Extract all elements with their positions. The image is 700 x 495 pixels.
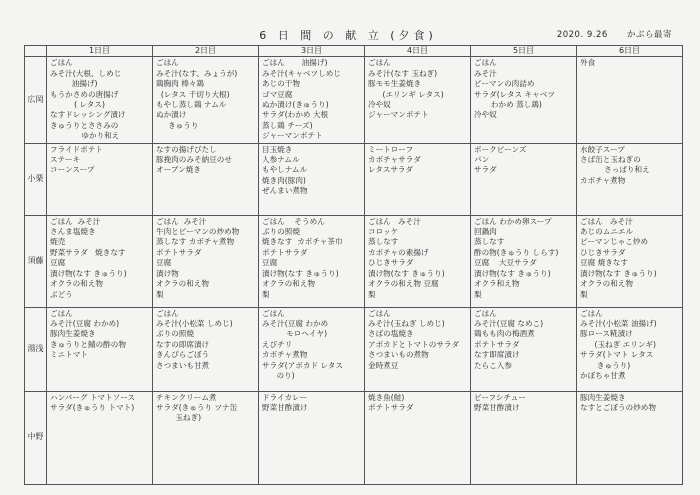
menu-cell bbox=[471, 307, 577, 391]
dish-line: 梨 bbox=[474, 289, 482, 299]
dish-line: 漬け物(なす きゅうり) bbox=[50, 268, 127, 278]
dish-line: みそ汁(玉ねぎ しめじ) bbox=[368, 319, 445, 329]
dish-line: 蒸し鶏 チーズ) bbox=[262, 120, 313, 130]
dish-line: ごはん わかめ卵スープ bbox=[474, 216, 552, 226]
dish-line: (レタス 千切り大根) bbox=[156, 89, 230, 99]
location-name: 広岡 bbox=[25, 57, 47, 143]
dish-line: さつまいもの煮物 bbox=[368, 350, 429, 360]
dish-line: パン bbox=[474, 155, 490, 165]
menu-cell bbox=[153, 57, 259, 143]
dish-line: 豆腐 bbox=[50, 258, 66, 268]
dish-line: ごはん bbox=[474, 308, 497, 318]
dish-line: ごはん bbox=[368, 58, 391, 68]
dish-line: ハンバーグ トマトソース bbox=[50, 392, 136, 402]
dish-line: コーンスープ bbox=[50, 165, 95, 175]
dish-line: サラダ(きゅうり ツナ缶 bbox=[156, 403, 238, 413]
dish-line: フライドポテト bbox=[50, 144, 103, 154]
dish-line: 回鍋肉 bbox=[474, 227, 497, 237]
dish-line: オーブン焼き bbox=[156, 165, 201, 175]
dish-line: みそ汁(大根、しめじ bbox=[50, 68, 122, 78]
dish-line: ポークビーンズ bbox=[474, 144, 527, 154]
dish-line: さつまいも甘煮 bbox=[156, 360, 210, 370]
day-header-row bbox=[25, 46, 683, 57]
menu-cell bbox=[471, 57, 577, 143]
dish-line: みそ汁(豆腐 わかめ) bbox=[50, 319, 120, 329]
menu-cell bbox=[577, 307, 683, 391]
dish-line: ひじきサラダ bbox=[368, 258, 414, 268]
dish-line: ポテトサラダ bbox=[262, 247, 308, 257]
dish-line: ごはん bbox=[156, 308, 179, 318]
dish-line: 外食 bbox=[580, 58, 596, 68]
dish-line: みそ汁(なす 玉ねぎ) bbox=[368, 68, 438, 78]
dish-line: ぜんまい煮物 bbox=[262, 186, 308, 196]
dish-line: きゅうりと鯖の酢の物 bbox=[50, 339, 126, 349]
document-title: 6 日 間 の 献 立 (夕食) bbox=[259, 29, 437, 42]
dish-line: みそ汁(なす、みょうが) bbox=[156, 68, 238, 78]
dish-line: 梨 bbox=[580, 289, 588, 299]
dish-line: オクラ和え物 bbox=[474, 279, 520, 289]
dish-line: ぬか漬け(きゅうり) bbox=[262, 100, 329, 110]
dish-line: サラダ(アボカド レタス bbox=[262, 360, 343, 370]
dish-line: もやし蒸し鶏 ナムル bbox=[156, 100, 227, 110]
document-meta bbox=[541, 28, 672, 40]
document-author: かぶら最寄 bbox=[626, 30, 672, 40]
dish-line: ジャーマンポテト bbox=[262, 131, 323, 141]
dish-line: あじの干物 bbox=[262, 79, 300, 89]
dish-line: ゴマ豆腐 bbox=[262, 89, 293, 99]
menu-table bbox=[24, 45, 683, 485]
menu-cell bbox=[365, 307, 471, 391]
dish-line: きゅうり) bbox=[580, 360, 631, 370]
dish-line: ぶどう bbox=[50, 289, 73, 299]
dish-line: カボチャサラダ bbox=[368, 155, 421, 165]
location-name: 小栗 bbox=[25, 143, 47, 215]
dish-line: ドライカレー bbox=[262, 392, 308, 402]
dish-line: ピーマンの肉詰め bbox=[474, 79, 535, 89]
dish-line: 焼き魚(鮭) bbox=[368, 392, 405, 402]
menu-cell bbox=[471, 391, 577, 484]
dish-line: ポテトサラダ bbox=[368, 403, 414, 413]
dish-line: ごはん bbox=[262, 308, 285, 318]
dish-line: コロッケ bbox=[368, 227, 399, 237]
dish-line: 野菜甘酢漬け bbox=[474, 403, 520, 413]
dish-line: あじのムニエル bbox=[580, 227, 634, 237]
location-row bbox=[25, 307, 683, 391]
menu-cell bbox=[365, 215, 471, 307]
location-name: 中野 bbox=[25, 391, 47, 484]
dish-line: えびチリ bbox=[262, 339, 293, 349]
dish-line: 豚モモ生姜焼き bbox=[368, 79, 422, 89]
dish-line: オクラの和え物 豆腐 bbox=[368, 279, 439, 289]
dish-line: みそ汁(小松菜 しめじ) bbox=[156, 319, 233, 329]
dish-line: わかめ 蒸し鶏) bbox=[474, 100, 542, 110]
dish-line: ごはん bbox=[580, 308, 603, 318]
dish-line: ごはん bbox=[368, 308, 391, 318]
dish-line: サラダ(レタス キャベツ bbox=[474, 89, 555, 99]
dish-line: 金時煮豆 bbox=[368, 360, 399, 370]
menu-cell bbox=[47, 307, 153, 391]
dish-line: 蒸しなす bbox=[368, 237, 399, 247]
location-name: 須藤 bbox=[25, 215, 47, 307]
dish-line: 蒸しなす bbox=[474, 237, 505, 247]
day-header: 2日目 bbox=[153, 46, 259, 57]
dish-line: サラダ(きゅうり トマト) bbox=[50, 403, 135, 413]
dish-line: ステーキ bbox=[50, 155, 81, 165]
dish-line: オクラの和え物 bbox=[262, 279, 316, 289]
day-header: 3日目 bbox=[259, 46, 365, 57]
dish-line: なすの揚げびたし bbox=[156, 144, 217, 154]
menu-cell bbox=[47, 391, 153, 484]
menu-cell bbox=[153, 143, 259, 215]
dish-line: ポテトサラダ bbox=[156, 247, 202, 257]
dish-line: 梨 bbox=[368, 289, 376, 299]
dish-line: 冷や奴 bbox=[368, 100, 391, 110]
dish-line: さんま塩焼き bbox=[50, 227, 96, 237]
location-row bbox=[25, 57, 683, 143]
dish-line: ビーフシチュー bbox=[474, 392, 526, 402]
dish-line: アボカドとトマトのサラダ bbox=[368, 339, 460, 349]
dish-line: きゅうり bbox=[156, 120, 199, 130]
dish-line: 蒸しなす カボチャ煮物 bbox=[156, 237, 235, 247]
location-row bbox=[25, 143, 683, 215]
dish-line: 豆腐 焼きなす bbox=[580, 258, 628, 268]
dish-line: 玉ねぎ) bbox=[156, 413, 202, 423]
dish-line: 漬け物(なす きゅうり) bbox=[474, 268, 551, 278]
dish-line: みそ汁(豆腐 なめこ) bbox=[474, 319, 544, 329]
dish-line: ごはん みそ汁 bbox=[156, 216, 207, 226]
dish-line: (玉ねぎ エリンギ) bbox=[580, 339, 656, 349]
dish-line: 梨 bbox=[156, 289, 164, 299]
dish-line: ぶりの照焼 bbox=[262, 227, 300, 237]
dish-line: カボチャの素揚げ bbox=[368, 247, 429, 257]
dish-line: みそ汁(小松菜 油揚げ) bbox=[580, 319, 657, 329]
dish-line: 焼き肉(豚肉) bbox=[262, 175, 306, 185]
dish-line: 漬け物 bbox=[156, 268, 179, 278]
menu-cell bbox=[259, 57, 365, 143]
dish-line: 豆腐 大豆サラダ bbox=[474, 258, 537, 268]
dish-line: なすの即席漬け bbox=[156, 339, 210, 349]
dish-line: ごはん bbox=[474, 58, 497, 68]
dish-line: きんぴらごぼう bbox=[156, 350, 210, 360]
dish-line: 漬け物(なす きゅうり) bbox=[262, 268, 339, 278]
dish-line: 冷や奴 bbox=[474, 110, 497, 120]
dish-line: サラダ(トマト レタス bbox=[580, 350, 654, 360]
dish-line: 焼売 bbox=[50, 237, 66, 247]
day-header: 4日目 bbox=[365, 46, 471, 57]
dish-line: きゅうりとささみの bbox=[50, 120, 119, 130]
dish-line: 油揚げ) bbox=[50, 79, 98, 89]
dish-line: もやしナムル bbox=[262, 165, 308, 175]
dish-line: さば缶と玉ねぎの bbox=[580, 155, 641, 165]
dish-line: ごはん みそ汁 bbox=[50, 216, 101, 226]
dish-line: 野菜甘酢漬け bbox=[262, 403, 308, 413]
dish-line: 漬け物(なす きゅうり) bbox=[580, 268, 657, 278]
menu-cell bbox=[259, 143, 365, 215]
dish-line: ごはん みそ汁 bbox=[368, 216, 421, 226]
day-header: 6日目 bbox=[577, 46, 683, 57]
menu-cell bbox=[577, 57, 683, 143]
dish-line: モロヘイヤ) bbox=[262, 329, 328, 339]
menu-cell bbox=[47, 143, 153, 215]
menu-cell bbox=[259, 215, 365, 307]
dish-line: ジャーマンポテト bbox=[368, 110, 429, 120]
menu-cell bbox=[153, 391, 259, 484]
dish-line: 酢の物(きゅうり しらす) bbox=[474, 247, 559, 257]
menu-cell bbox=[259, 391, 365, 484]
dish-line: オクラの和え物 bbox=[580, 279, 634, 289]
dish-line: ごはん bbox=[50, 308, 73, 318]
dish-line: ピーマンじゃこ炒め bbox=[580, 237, 649, 247]
dish-line: ぬか漬け bbox=[156, 110, 187, 120]
dish-line: カボチャ煮物 bbox=[580, 175, 626, 185]
dish-line: オクラの和え物 bbox=[50, 279, 104, 289]
dish-line: ぶりの照焼 bbox=[156, 329, 194, 339]
dish-line: さばの塩焼き bbox=[368, 329, 414, 339]
dish-line: ごはん bbox=[156, 58, 179, 68]
menu-cell bbox=[577, 143, 683, 215]
menu-cell bbox=[47, 215, 153, 307]
menu-cell bbox=[153, 307, 259, 391]
dish-line: 豚肉生姜焼き bbox=[50, 329, 96, 339]
dish-line: なすドレッシング漬け bbox=[50, 110, 126, 120]
dish-line: 梨 bbox=[262, 289, 270, 299]
location-row bbox=[25, 391, 683, 484]
dish-line: 豆腐 bbox=[156, 258, 172, 268]
menu-cell bbox=[471, 143, 577, 215]
document-date: 2020. 9.26 bbox=[556, 30, 608, 40]
day-header: 1日目 bbox=[47, 46, 153, 57]
menu-cell bbox=[153, 215, 259, 307]
dish-line: さっぱり和え bbox=[580, 165, 650, 175]
dish-line: ごはん bbox=[50, 58, 73, 68]
dish-line: 野菜サラダ 焼きなす bbox=[50, 247, 126, 257]
dish-line: 目玉焼き bbox=[262, 144, 293, 154]
dish-line: 豚肉生姜焼き bbox=[580, 392, 626, 402]
dish-line: なすとごぼうの炒め物 bbox=[580, 403, 656, 413]
dish-line: 焼きなす カボチャ茶巾 bbox=[262, 237, 343, 247]
dish-line: オクラの和え物 bbox=[156, 279, 210, 289]
dish-line: レタスサラダ bbox=[368, 165, 414, 175]
dish-line: みそ汁 bbox=[474, 68, 497, 78]
menu-cell bbox=[365, 57, 471, 143]
dish-line: ポテトサラダ bbox=[474, 339, 520, 349]
dish-line: ( レタス) bbox=[50, 100, 105, 110]
dish-line: カボチャ煮物 bbox=[262, 350, 308, 360]
dish-line: ごはん みそ汁 bbox=[580, 216, 633, 226]
dish-line: 豆腐 bbox=[262, 258, 278, 268]
dish-line: サラダ bbox=[474, 165, 497, 175]
menu-cell bbox=[259, 307, 365, 391]
dish-line: みそ汁(キャベツしめじ bbox=[262, 68, 341, 78]
menu-cell bbox=[577, 215, 683, 307]
dish-line: 水餃子スープ bbox=[580, 144, 625, 154]
dish-line: サラダ(わかめ 大根 bbox=[262, 110, 329, 120]
location-name: 湯浅 bbox=[25, 307, 47, 391]
dish-line: ひじきサラダ bbox=[580, 247, 626, 257]
dish-line: チキンクリーム煮 bbox=[156, 392, 217, 402]
dish-line: みそ汁(豆腐 わかめ bbox=[262, 319, 329, 329]
dish-line: ごはん 油揚げ) bbox=[262, 58, 328, 68]
dish-line: ミートローフ bbox=[368, 144, 414, 154]
dish-line: 鶏胸肉 棒々鶏 bbox=[156, 79, 204, 89]
menu-body bbox=[25, 57, 683, 484]
menu-cell bbox=[365, 391, 471, 484]
dish-line: 漬け物(なす きゅうり) bbox=[368, 268, 445, 278]
dish-line: 人参ナムル bbox=[262, 155, 300, 165]
dish-line: ミニトマト bbox=[50, 350, 88, 360]
dish-line: 豚ロース糀漬け bbox=[580, 329, 633, 339]
dish-line: 鶏もも肉の梅酒煮 bbox=[474, 329, 535, 339]
dish-line: ゆかり和え bbox=[50, 131, 120, 141]
location-row bbox=[25, 215, 683, 307]
dish-line: (エリンギ レタス) bbox=[368, 89, 444, 99]
dish-line: のり) bbox=[262, 371, 295, 381]
dish-line: 豚挽肉のみそ納豆のせ bbox=[156, 155, 232, 165]
menu-cell bbox=[471, 215, 577, 307]
menu-cell bbox=[47, 57, 153, 143]
dish-line: たらこ入参 bbox=[474, 360, 512, 370]
menu-cell bbox=[365, 143, 471, 215]
corner-cell bbox=[25, 46, 47, 57]
dish-line: 牛肉とピーマンの炒め物 bbox=[156, 227, 240, 237]
dish-line: なす即席漬け bbox=[474, 350, 520, 360]
menu-cell bbox=[577, 391, 683, 484]
dish-line: もうかさめの唐揚げ bbox=[50, 89, 119, 99]
dish-line: ごはん そうめん bbox=[262, 216, 325, 226]
day-header: 5日目 bbox=[471, 46, 577, 57]
dish-line: かぼちゃ甘煮 bbox=[580, 371, 626, 381]
